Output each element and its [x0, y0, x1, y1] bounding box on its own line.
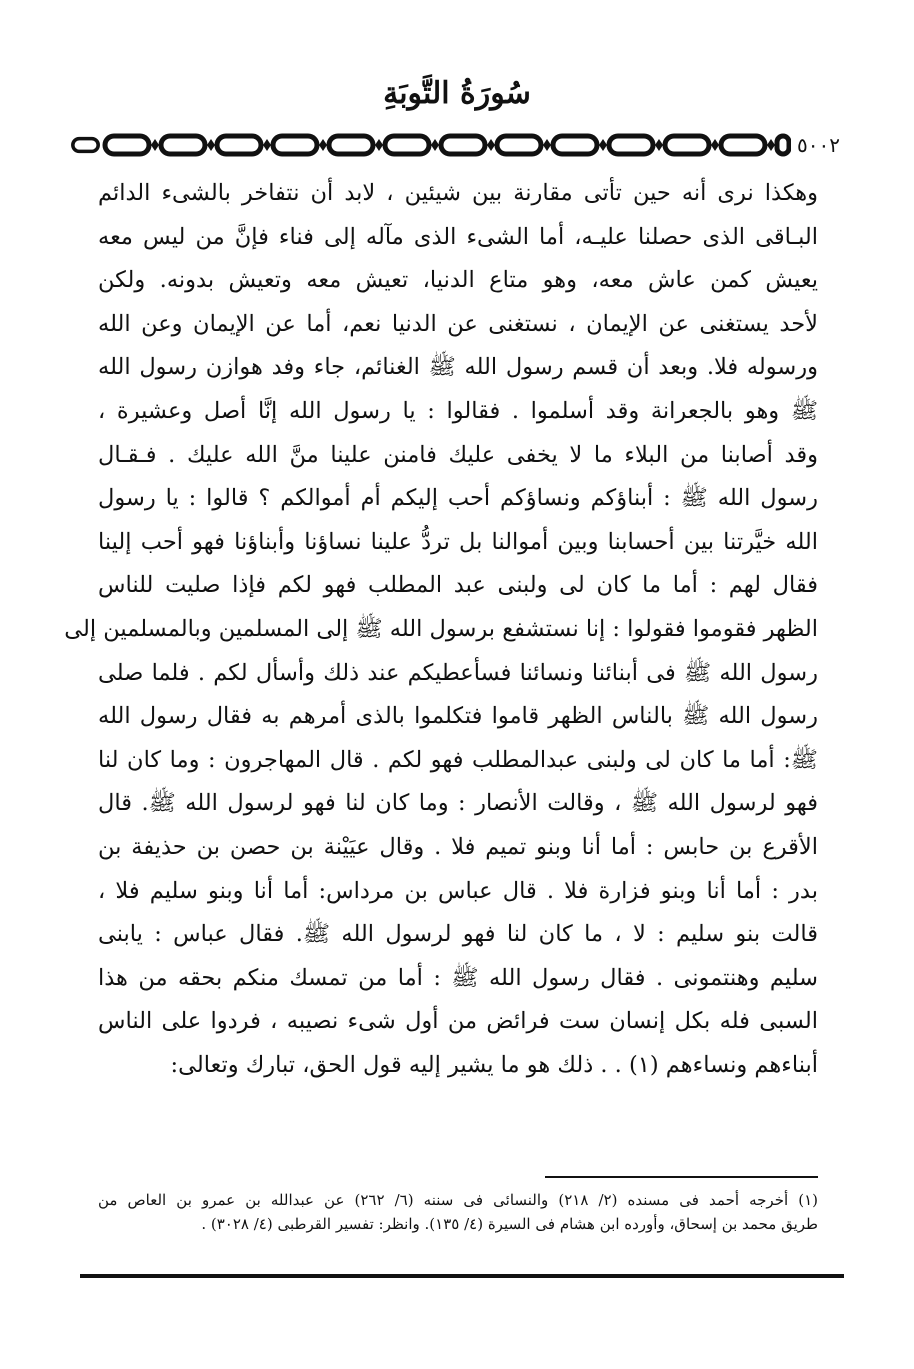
footnotes [98, 1188, 818, 1236]
text-line: السبى فله بكل إنسان ست فرائض من أول شىء نصيبه ، فردوا على الناس [98, 1008, 818, 1035]
text-line: سليم وهنتمونى . فقال رسول الله ﷺ : أما من تمسك منكم بحقه من هذا [98, 964, 818, 991]
footnote-line: (١) أخرجه أحمد فى مسنده (٢/ ٢١٨) والنسائى فى سننه (٦/ ٢٦٢) عن عبدالله بن عمرو بن العاص من [98, 1191, 818, 1209]
text-line: يعيش كمن عاش معه، وهو متاع الدنيا، تعيش معه وتعيش بدونه. ولكن [98, 267, 818, 294]
text-line: رسول الله ﷺ بالناس الظهر قاموا فتكلموا بالذى أمرهم به فقال رسول الله [98, 703, 818, 730]
text-line: البـاقى الذى حصلنا عليـه، أما الشىء الذى مآله إلى فناء فإنَّ من ليس معه [98, 223, 818, 250]
text-line: فهو لرسول الله ﷺ ، وقالت الأنصار : وما كان لنا فهو لرسول الله ﷺ. قال [98, 790, 818, 817]
text-line: وهكذا نرى أنه حين تأتى مقارنة بين شيئين ، لابد أن نتفاخر بالشىء الدائم [98, 180, 818, 206]
text-line: بدر : أما أنا وبنو فزارة فلا . قال عباس بن مرداس: أما أنا وبنو سليم فلا ، [98, 877, 818, 904]
text-line: قالت بنو سليم : لا ، ما كان لنا فهو لرسول الله ﷺ. فقال عباس : يابنى [98, 921, 818, 948]
text-line: فقال لهم : أما ما كان لى ولبنى عبد المطلب فهو لكم فإذا صليت للناس [98, 572, 818, 599]
bottom-rule [80, 1274, 844, 1278]
footnote-line: طريق محمد بن إسحاق، وأورده ابن هشام فى السيرة (٤/ ١٣٥). وانظر: تفسير القرطبى (٤/ ٣٠٢٨) . [201, 1215, 818, 1233]
text-line: الأقرع بن حابس : أما أنا وبنو تميم فلا . وقال عيَيْنة بن حصن بن حذيفة بن [98, 833, 818, 860]
text-line: الله خيَّرتنا بين أحسابنا وبين أموالنا بل تردُّ علينا نساؤنا وأبناؤنا فهو أحب إلينا [98, 528, 818, 555]
text-line: الظهر فقوموا فقولوا : إنا نستشفع برسول الله ﷺ إلى المسلمين وبالمسلمين إلى [64, 615, 818, 642]
text-line: ﷺ: أما ما كان لى ولبنى عبدالمطلب فهو لكم . قال المهاجرون : وما كان لنا [98, 746, 818, 773]
footnote-separator [545, 1176, 818, 1178]
surah-title: سُورَةُ التَّوبَةِ [383, 76, 531, 111]
page-number: ٥٠٠٢ [797, 133, 840, 157]
text-line: وقد أصابنا من البلاء ما لا يخفى عليك فامنن علينا منَّ الله عليك . فـقـال [98, 441, 818, 468]
header-ornament [70, 128, 846, 162]
text-line: رسول الله ﷺ فى أبنائنا ونسائنا فسأعطيكم عند ذلك وأسأل لكم . فلما صلى [98, 659, 818, 686]
text-line: لأحد يستغنى عن الإيمان ، نستغنى عن الدنيا نعم، أما عن الإيمان وعن الله [98, 310, 818, 337]
chain-links-icon [101, 128, 791, 162]
text-line: ﷺ وهو بالجعرانة وقد أسلموا . فقالوا : يا رسول الله إنَّا أصل وعشيرة ، [98, 397, 818, 424]
body-text [64, 172, 818, 1087]
chain-end-icon [70, 128, 101, 162]
chain-ornament [101, 128, 791, 162]
text-line: ورسوله فلا. وبعد أن قسم رسول الله ﷺ الغنائم، جاء وفد هوازن رسول الله [98, 354, 818, 381]
text-line: أبناءهم ونساءهم (١) . . ذلك هو ما يشير إليه قول الحق، تبارك وتعالى: [170, 1051, 818, 1078]
text-line: رسول الله ﷺ : أبناؤكم ونساؤكم أحب إليكم أم أموالكم ؟ قالوا : يا رسول [98, 485, 818, 512]
